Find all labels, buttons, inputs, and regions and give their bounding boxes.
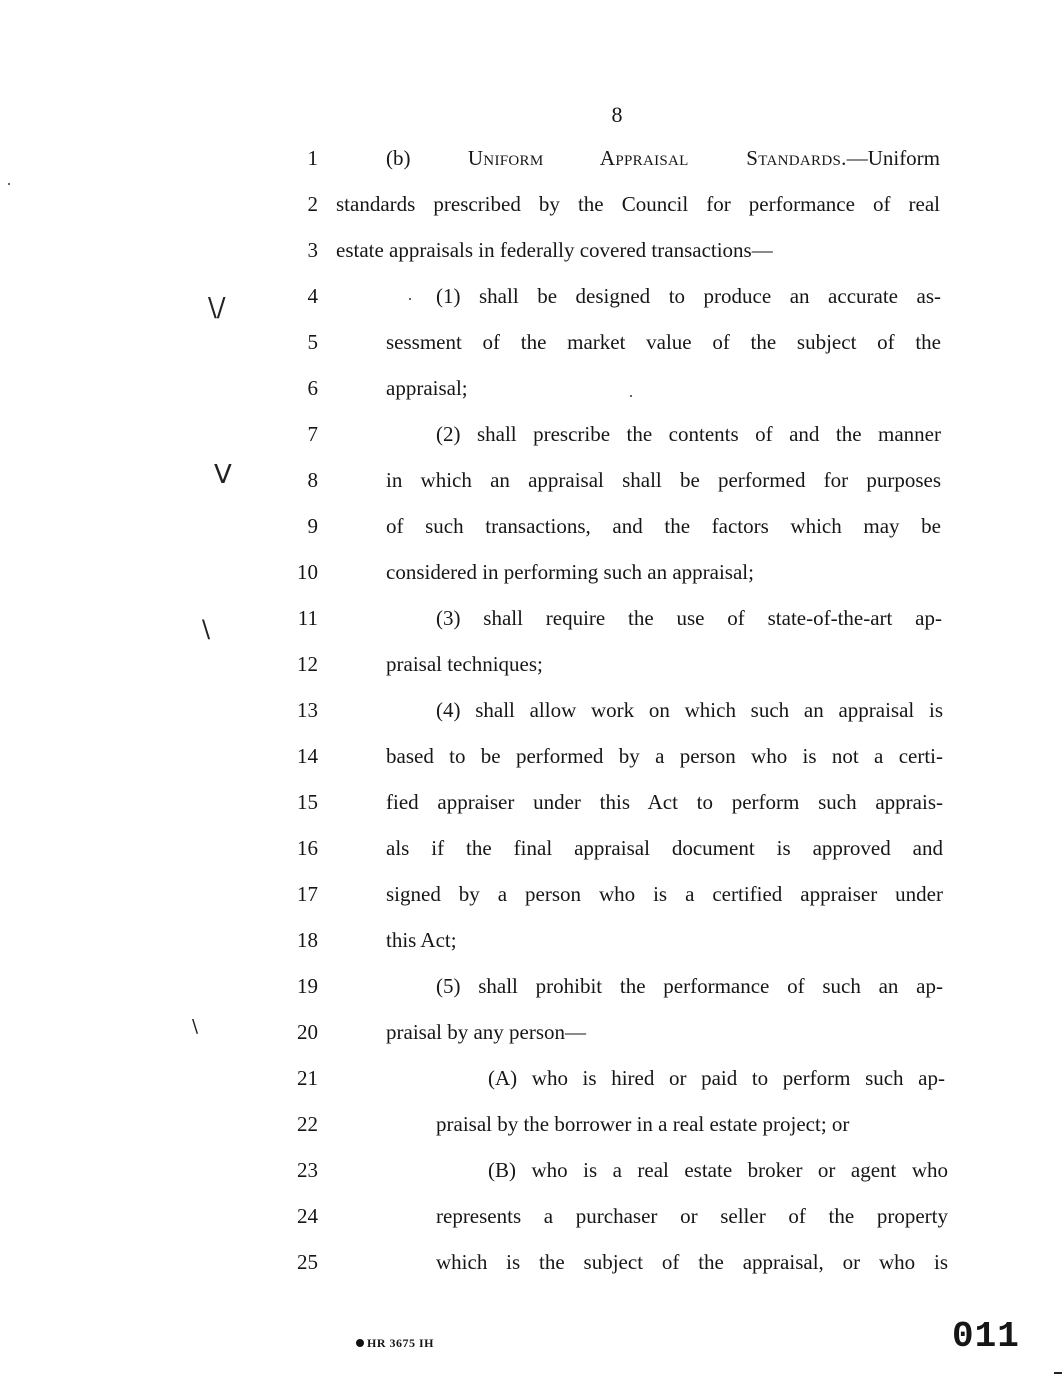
line-number: 10 — [297, 560, 318, 584]
line-text: standards prescribed by the Council for performance of real — [336, 192, 940, 216]
line-text: (3) shall require the use of state-of-the-art ap- — [436, 606, 942, 630]
section-heading-line — [386, 144, 940, 172]
line-text: praisal by the borrower in a real estate project; or — [436, 1112, 850, 1136]
bill-identifier: HR 3675 IH — [356, 1336, 434, 1351]
page-number: 8 — [611, 102, 623, 127]
line-number: 7 — [307, 422, 318, 446]
scan-edge-mark — [1054, 1372, 1062, 1374]
section-title: Uniform Appraisal Standards. — [467, 146, 847, 170]
line-text: considered in performing such an appraisal; — [386, 560, 754, 584]
handwritten-check-mark: V — [214, 460, 232, 490]
line-number: 19 — [297, 974, 318, 998]
line-number: 12 — [297, 652, 318, 676]
line-number: 6 — [307, 376, 318, 400]
section-label: (b) — [386, 146, 411, 170]
line-text: represents a purchaser or seller of the property — [436, 1204, 948, 1228]
line-text: fied appraiser under this Act to perform such apprais- — [386, 790, 943, 814]
line-text: (4) shall allow work on which such an appraisal is — [436, 698, 943, 722]
line-text: estate appraisals in federally covered transactions— — [336, 238, 773, 262]
line-text: based to be performed by a person who is not a certi- — [386, 744, 943, 768]
line-text: in which an appraisal shall be performed for purposes — [386, 468, 941, 492]
line-number: 24 — [297, 1204, 318, 1228]
line-number: 21 — [297, 1066, 318, 1090]
scan-speck — [409, 298, 411, 300]
line-text: signed by a person who is a certified appraiser under — [386, 882, 943, 906]
line-text: (A) who is hired or paid to perform such ap- — [488, 1066, 945, 1090]
line-number: 8 — [307, 468, 318, 492]
line-number: 13 — [297, 698, 318, 722]
line-text: (B) who is a real estate broker or agent who — [488, 1158, 948, 1182]
handwritten-check-mark: \ — [192, 1016, 199, 1037]
handwritten-check-mark: \ — [202, 615, 211, 643]
line-number: 3 — [307, 238, 318, 262]
line-number: 22 — [297, 1112, 318, 1136]
line-text: this Act; — [386, 928, 457, 952]
line-number: 14 — [297, 744, 318, 768]
line-number: 9 — [307, 514, 318, 538]
line-text: appraisal; — [386, 376, 468, 400]
line-text: which is the subject of the appraisal, or who is — [436, 1250, 948, 1274]
line-text: als if the final appraisal document is approved and — [386, 836, 943, 860]
line-number: 4 — [307, 284, 318, 308]
line-number: 23 — [297, 1158, 318, 1182]
line-number: 18 — [297, 928, 318, 952]
line-text: (1) shall be designed to produce an accurate as- — [436, 284, 941, 308]
scan-speck — [8, 183, 10, 185]
line-text: sessment of the market value of the subject of the — [386, 330, 941, 354]
line-number: 15 — [297, 790, 318, 814]
line-text: of such transactions, and the factors which may be — [386, 514, 941, 538]
line-text: praisal techniques; — [386, 652, 543, 676]
line-number: 20 — [297, 1020, 318, 1044]
line-number: 2 — [307, 192, 318, 216]
line-number: 11 — [297, 606, 318, 630]
line-number: 16 — [297, 836, 318, 860]
line-text: (5) shall prohibit the performance of such an ap- — [436, 974, 943, 998]
page-stamp-number: 011 — [952, 1316, 1020, 1357]
bullet-icon — [356, 1339, 364, 1347]
line-text: (2) shall prescribe the contents of and the manner — [436, 422, 941, 446]
line-text: praisal by any person— — [386, 1020, 587, 1044]
handwritten-check-mark: \/ — [208, 293, 226, 323]
line-number: 25 — [297, 1250, 318, 1274]
line-number: 5 — [307, 330, 318, 354]
line-text: —Uniform — [846, 146, 941, 170]
scan-speck — [630, 395, 632, 397]
line-number: 17 — [297, 882, 318, 906]
line-number: 1 — [307, 146, 318, 170]
